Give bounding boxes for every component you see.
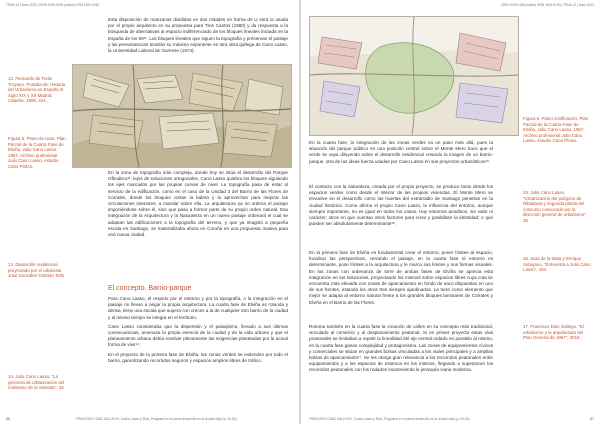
page-number-left: 86: [6, 417, 10, 421]
figure-5-caption: Figura 5. Plano de usos. Plan Parcial de la Cuarta Fase de Elviña. Julio Cano Lasso. 1967. Archivo profesional Julio Cano Lasso, estudio Cano Pintos.: [8, 136, 66, 169]
body-text-bottom: [108, 296, 288, 364]
site-plan-figure-5: [72, 64, 292, 168]
right-page: [301, 0, 600, 424]
paragraph-2: Cano Lasso consideraba que la dispersión y el paisajismo, llevado a sus últimas consecuencias, amenaza la propia esencia de la ciudad y de la vida urbana y que el planeamiento urbano debía resolver plenamente las exigencias planteadas por la actual forma de vivir¹⁴.: [108, 323, 288, 348]
running-footer-left: FRANCISCO DÍAZ GALLEGO, Carlos Lasso y Ruiz. Programa en el pleno desarrollo en la ciudad vieja (p. 00-00): [76, 417, 237, 421]
running-footer-right: FRANCISCO DÍAZ GALLEGO, Carlos Lasso y Ruiz. Programa en el pleno desarrollo en la ciudad vieja (p. 00-00): [309, 417, 470, 421]
paragraph-3: En el proyecto de la primera fase de Elviña, las zonas verdes se extienden por todo el barrio, garantizando recorridos seguros y espacios amplios libres de tráfico.: [108, 351, 288, 363]
footnote-12: 12. Fernando de Terán Troyano. Portada de: Historia del Urbanismo en España III, Siglo XIX y XX Madrid: Cátedra, 1999, 314.: [8, 76, 66, 104]
footnote-16: 16. Sara de la Mata y Enrique Sobejano. "Entrevista a Julio Cano Lasso", 194.: [523, 256, 591, 273]
body-text-3: En la primera fase de Elviña es fundamental crear el entorno, poner límites al espacio, focalizar las perspectivas, cerrando el paisaje, en la cuarta fase el entorno es determinante, pone límites a la arquitectura y le marca sus límites y sus formas visuales. En las zonas con ordenanza de torre de ambas fases de Elviña se aprecia esta integración en las soluciones, proyectando los mismos sobre espacios libres cuya cota se encuentra más elevada con zonas de aparcamiento en fondo de saco dispuestas en uno de sus frentes, estando los otros tres siempre ajardinados. La torre como elemento que mejor se adapta al entorno natural frente a los grandes bloques laminares de Corrales y Elviña en el Barrio de las Flores.: [309, 250, 493, 305]
running-header-left: TEMA 12 | Anno 2023 | ISSN 2039-0155 (online) ISSN 1824-6780: [6, 3, 100, 7]
body-text-4: Rotoma también en la cuarta fase la creación de calles en su concepto más tradicional, vinculado al comercio y al desplazamiento peatonal. Si en primer proyecto estas vías peatonales se limitaban a repetir la linealidad del eje central rodado en paralelo al mismo, en la cuarta fase ganan complejidad y protagonismo. Las zonas de equipamientos cívicos y comerciales se sitúan en grandes bolsas vinculadas a los viales principales y a amplias bolsas de aparcamiento¹⁷. Se les otorga gran relevancia a los recorridos peatonales entre equipamientos y a los espacios de estancia en los mismos, llegando a superponer los recorridos peatonales con los rodados manteniendo la jerarquía viaria moderna.: [309, 324, 493, 373]
page-number-right: 87: [590, 417, 594, 421]
footnote-14: 14. Julio Cano Lasso. "La gerencia de urbanización del ministerio de la vivienda", 34.: [8, 374, 65, 391]
running-header-right: ISSN 2039-0155 (online) ISSN 1824-6780 | TEMA 12 | Anno 2023: [500, 3, 594, 7]
figure-6-caption: Figura 6. Plano zonificación. Plan Parcial de la Cuarta Fase de Elviña, Julio Cano Lasso. 1967. Archivo profesional Julio Cano Lasso, estudio Cano Pintos.: [523, 116, 589, 144]
footnote-15: 15. Julio Cano Lasso. "Urbanización del polígono de Ribadavia y segunda planta del concurso convocado por la dirección general de urbanismo", 35.: [523, 190, 588, 223]
body-text-2: El contacto con la naturaleza, creada por el propio proyecto, se produce tanto desde los espacios verdes como desde el interior de las propias viviendas. El Monte Mero se envuelve en el desarrollo como las huertas del extrarradio de Santiago penetran en la ciudad histórica. Como afirma el propio Cano Lasso, la influencia del entorno, aunque siempre importante, no es igual en todos los casos. Hay entornos anodinos, sin valor ni carácter; otros en que cuentan otros factores para crear y posibilitan la identidad; o que pueden ser absolutamente determinante¹⁶.: [309, 184, 493, 227]
body-text-top: Esta disposición de manzanas divididas en dos mitades en forma de U será la usada por el propio arquitecto en su propuesta para Tres Cantos (1980) y da respuesta a la búsqueda de alternativas al espacio indiferenciado de los bloques lineales iniciada en la España de los 60¹¹. Los bloques lineales que siguen la topografía y preservan el paisaje y las preexistencias tendrán su máximo exponente en otra obra gallega de Cano Lasso, la Universidad Laboral de Ourense (1974).: [108, 17, 288, 54]
body-text-1: En la cuarta fase, la integración de las zonas verdes va un paso más allá, pues la situación del parque público en una posición central sobre el Monte Mero hace que el verde se vaya diluyendo sobre el desarrollo residencial creando la imagen de un barrio-parque, otra de las ideas fuerza usadas por Cano Lasso en sus proyectos urbanísticos¹⁵.: [309, 140, 493, 164]
footnote-17: 17. Francisco Díaz Gallego. "El urbanismo y la arquitectura del Plan General de 1967", 2019.: [523, 324, 584, 341]
paragraph-1: Para Cano Lasso, el respeto por el entorno y por la topografía, o la integración en el paisaje no llevan a negar la propia arquitectura. La cuarta fase de Elviña es rotunda y densa, tiene una escala que supera con creces a la de cualquier otro barrio de la ciudad y al mismo tiempo se integra en el territorio.: [108, 296, 288, 320]
zoning-plan-figure-6: [309, 16, 519, 136]
section-heading: El concepto. Barrio-parque: [108, 285, 192, 292]
left-page: [0, 0, 299, 424]
body-text-middle: En la zona de topografía más compleja, donde hoy se sitúa el desarrollo del Parque Ofimático¹², lejos de soluciones ortogonales, Cano Lasso quiebra los bloques siguiendo los ejes marcados por las propias curvas de nivel. La topografía pasa de estar al servicio de la edificación, como en el caso de la Unidad 3 del Barrio de las Flores de Corrales, donde los bloques cortan la ladera y la aprovechan para mejorar las circulaciones interiores; a mandar sobre ella. La arquitectura ya no ordena el paisaje imponiéndose sobre él, sino que pasa a formar parte de su propio orden natural. Esa integración de la Arquitectura y la Naturaleza en un nuevo paisaje ordenará el cual se adaptan las edificaciones a la topografía del terreno, y que ya imaginó a pequeña escala en Santiago, se materializaba ahora en Coruña en una propuesta masiva para una nueva ciudad.: [108, 170, 288, 238]
footnote-13: 13. Desarrollo residencial proyectado por el urbanista José González-Cebrián Tello.: [8, 262, 66, 279]
